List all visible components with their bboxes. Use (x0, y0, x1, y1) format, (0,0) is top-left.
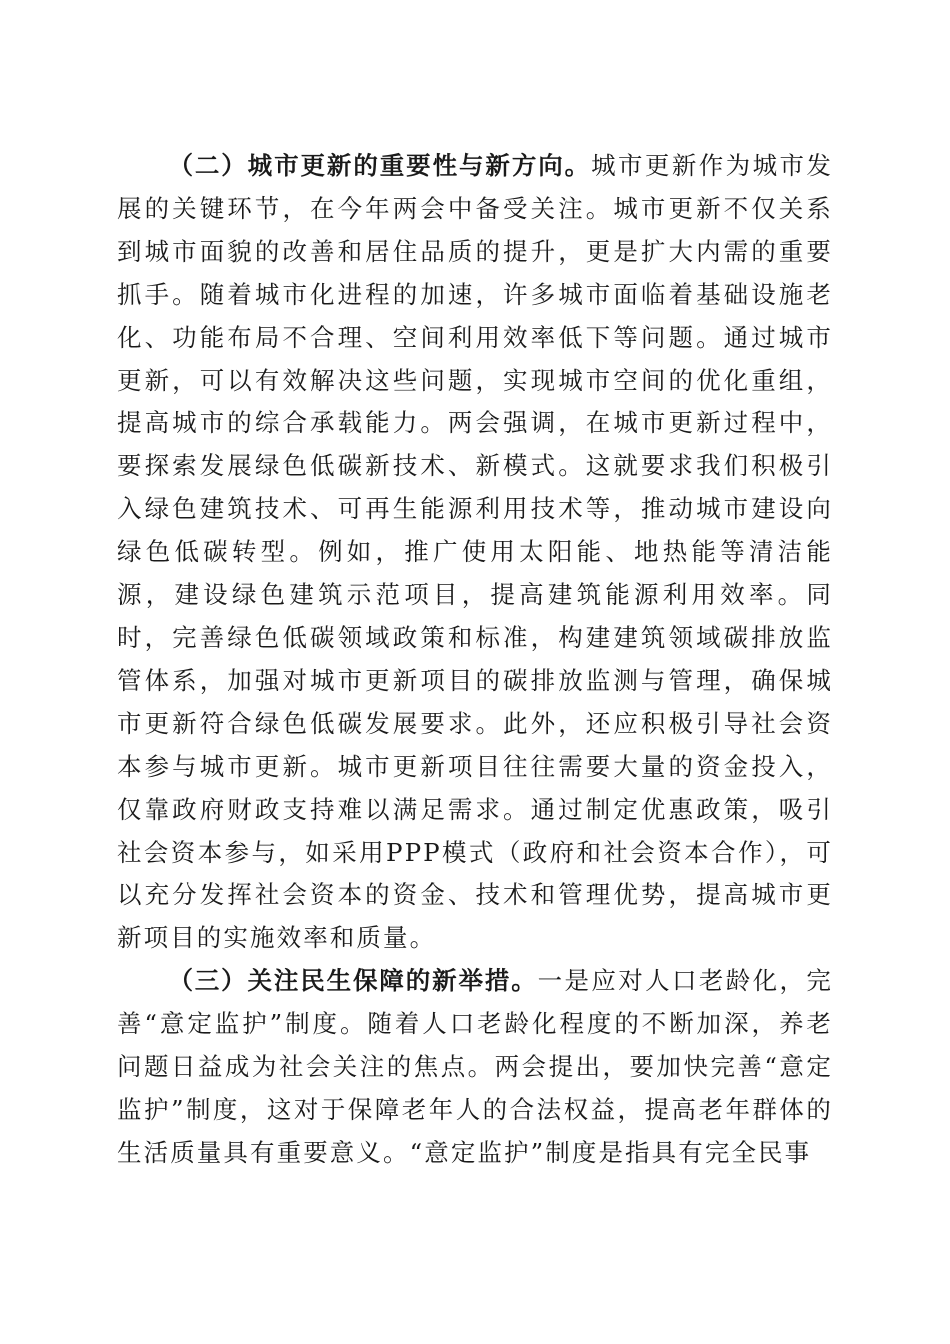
paragraph-heading: （三）关注民生保障的新举措。 (168, 966, 538, 996)
paragraph-livelihood (117, 960, 833, 1175)
document-body (117, 145, 833, 1175)
paragraph-urban-renewal (117, 145, 833, 960)
paragraph-text: 城市更新作为城市发展的关键环节，在今年两会中备受关注。城市更新不仅关系到城市面貌的改善和居住品质的提升，更是扩大内需的重要抓手。随着城市化进程的加速，许多城市面临着基础设施老化、功能布局不合理、空间利用效率低下等问题。通过城市更新，可以有效解决这些问题，实现城市空间的优化重组，提高城市的综合承载能力。两会强调，在城市更新过程中，要探索发展绿色低碳新技术、新模式。这就要求我们积极引入绿色建筑技术、可再生能源利用技术等，推动城市建设向绿色低碳转型。例如，推广使用太阳能、地热能等清洁能源，建设绿色建筑示范项目，提高建筑能源利用效率。同时，完善绿色低碳领域政策和标准，构建建筑领域碳排放监管体系，加强对城市更新项目的碳排放监测与管理，确保城市更新符合绿色低碳发展要求。此外，还应积极引导社会资本参与城市更新。城市更新项目往往需要大量的资金投入，仅靠政府财政支持难以满足需求。通过制定优惠政策，吸引社会资本参与，如采用PPP模式（政府和社会资本合作），可以充分发挥社会资本的资金、技术和管理优势，提高城市更新项目的实施效率和质量。 (117, 151, 833, 953)
paragraph-text: 一是应对人口老龄化，完善“意定监护”制度。随着人口老龄化程度的不断加深，养老问题日益成为社会关注的焦点。两会提出，要加快完善“意定监护”制度，这对于保障老年人的合法权益，提高老年群体的生活质量具有重要意义。“意定监护”制度是指具有完全民事 (117, 966, 833, 1167)
paragraph-heading: （二）城市更新的重要性与新方向。 (168, 151, 592, 180)
